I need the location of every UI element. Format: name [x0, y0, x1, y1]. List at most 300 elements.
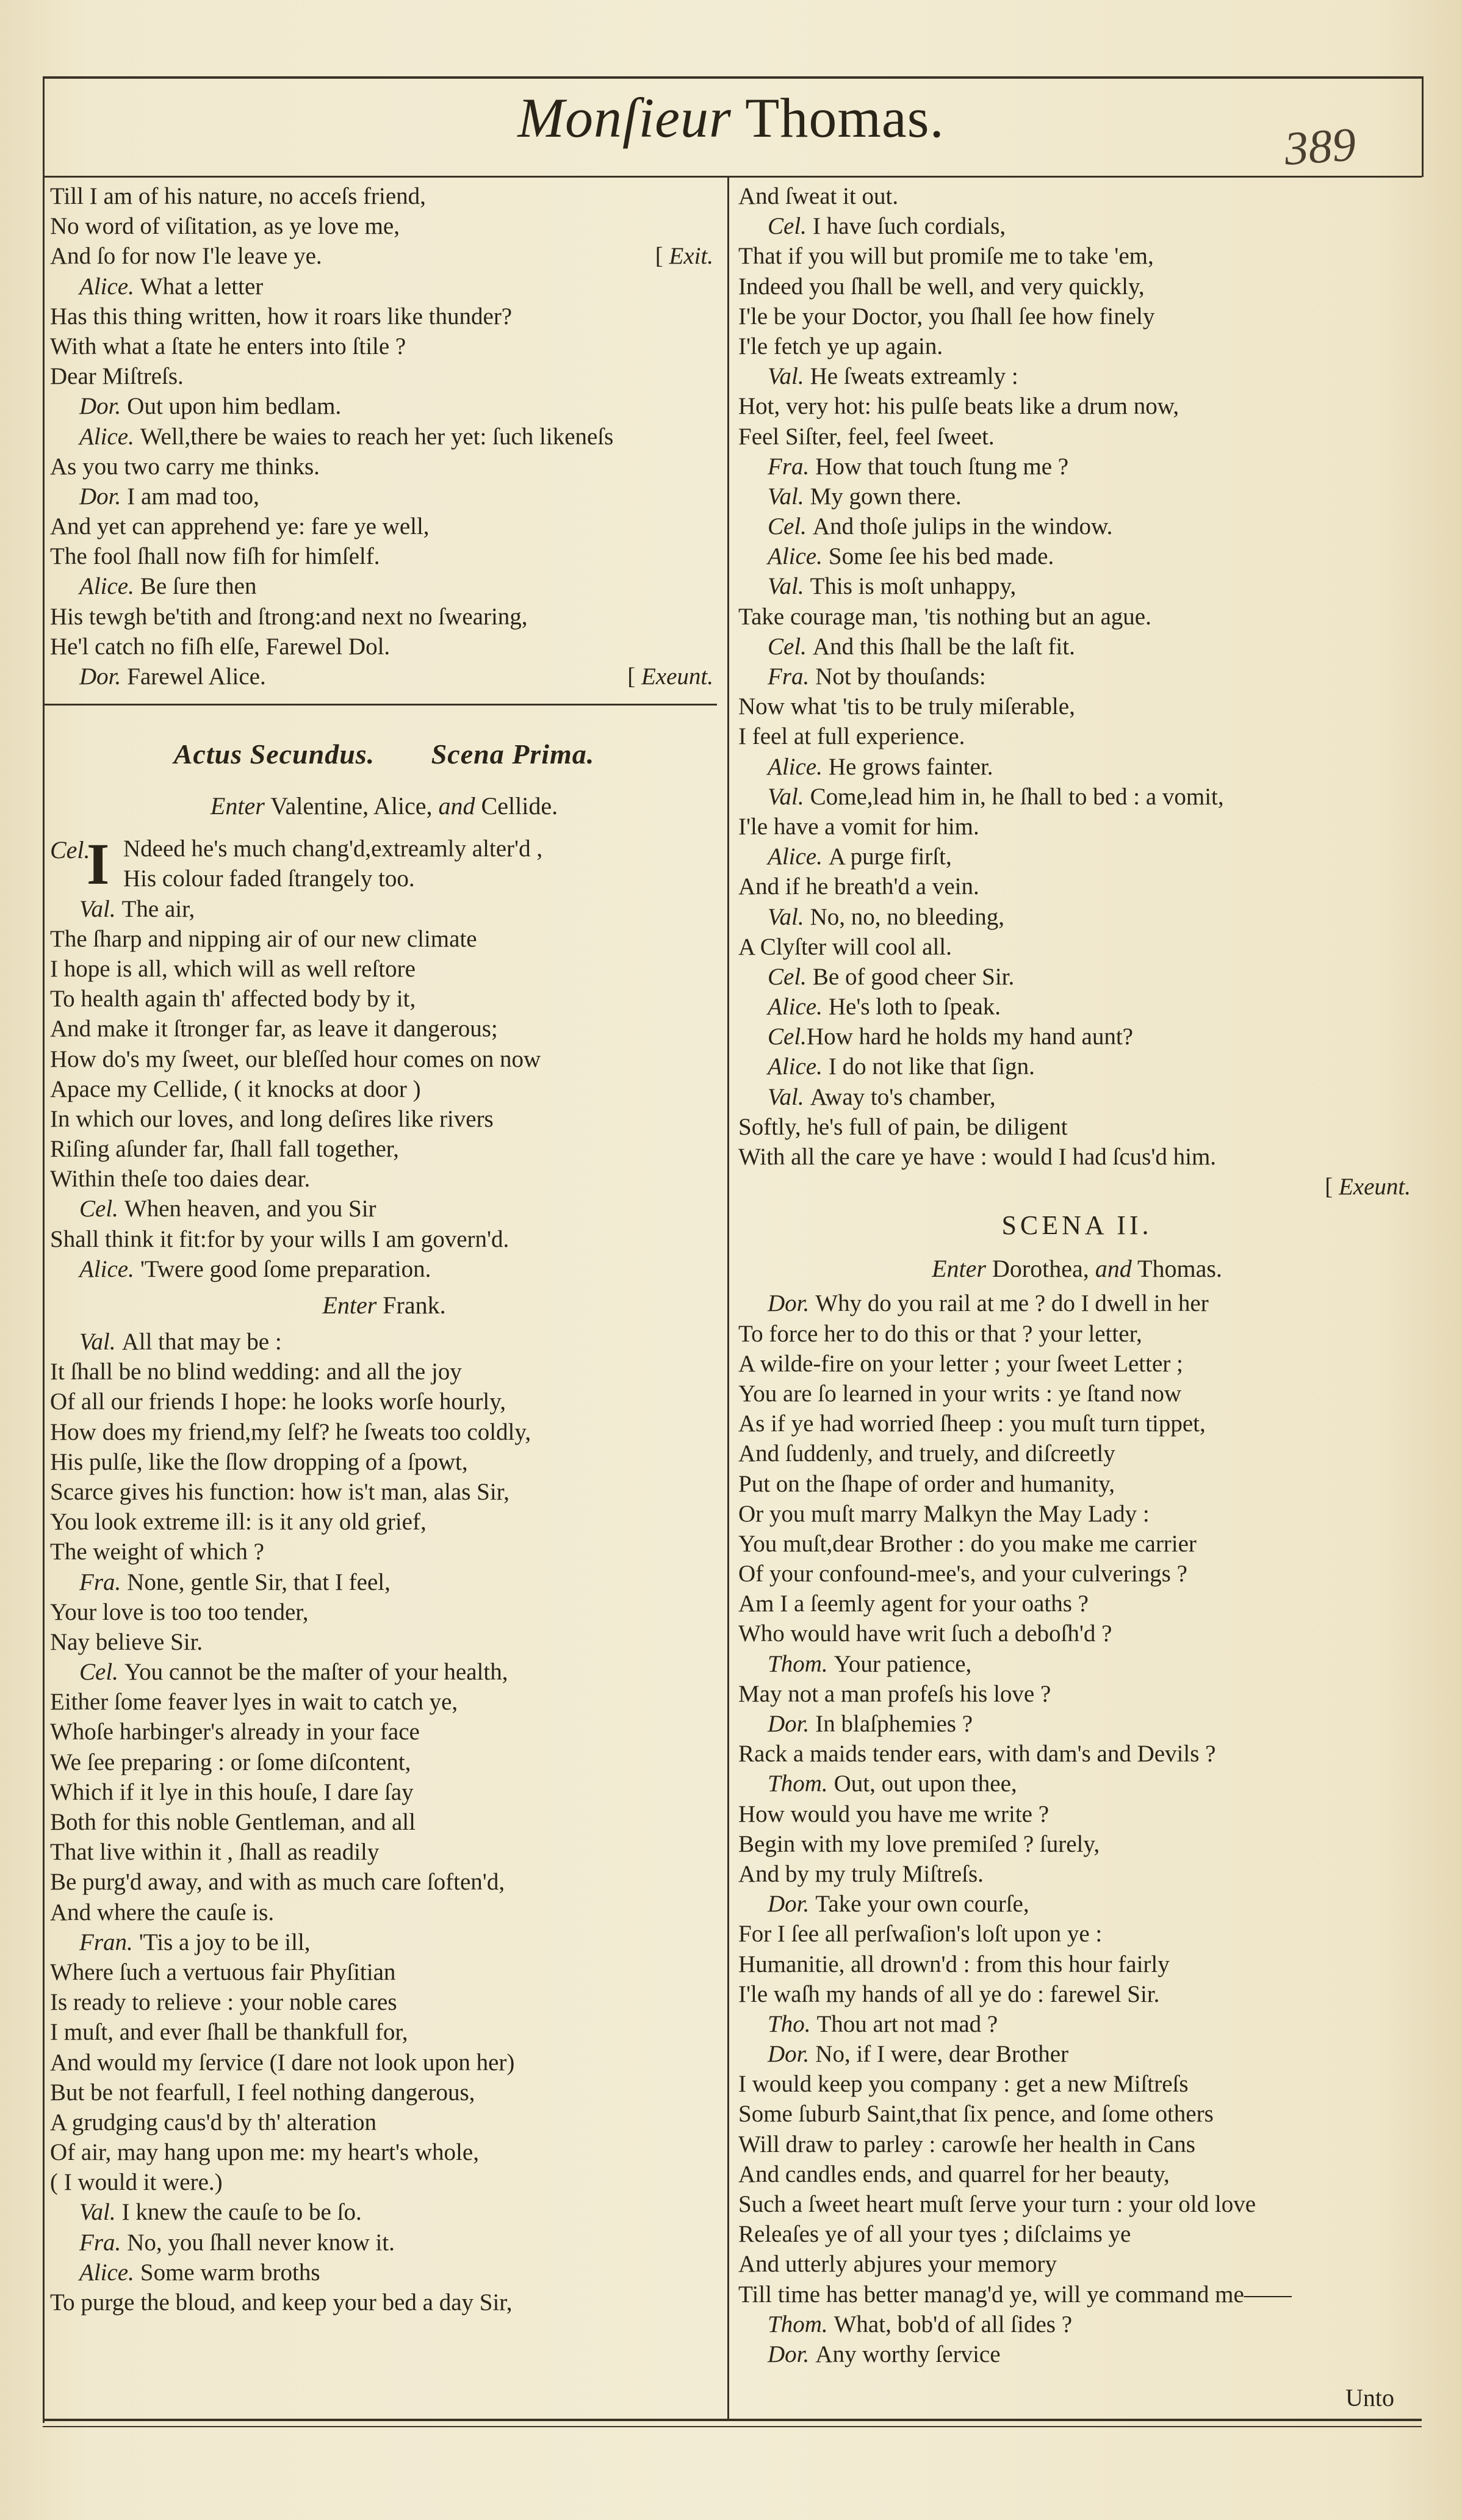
- verse-line: [738, 571, 1416, 601]
- verse-line: [50, 1807, 718, 1837]
- verse-line: [50, 1417, 718, 1447]
- line-text: Has this thing written, how it roars like thunder?: [50, 303, 513, 330]
- verse-line: [738, 541, 1416, 571]
- line-text: Apace my Cellide, ( it knocks at door ): [50, 1075, 421, 1102]
- verse-line: [738, 482, 1416, 511]
- speaker-label: Dor.: [768, 2341, 810, 2367]
- enter-last: Thomas.: [1137, 1255, 1222, 1283]
- line-text: And if he breath'd a vein.: [738, 873, 979, 900]
- line-text: And yet can apprehend ye: fare ye well,: [50, 513, 430, 540]
- verse-line: [738, 1142, 1416, 1172]
- verse-line: [738, 391, 1416, 421]
- line-text: I knew the cauſe to be ſo.: [121, 2199, 362, 2226]
- line-text: Be purg'd away, and with as much care ſoften'd,: [50, 1869, 505, 1896]
- line-text: ( I would it were.): [50, 2169, 223, 2196]
- verse-line: [50, 1837, 718, 1867]
- line-text: A Clyſter will cool all.: [738, 933, 952, 960]
- line-text: And this ſhall be the laſt fit.: [812, 633, 1075, 660]
- line-text: This is moſt unhappy,: [810, 573, 1017, 600]
- verse-line: [50, 1074, 718, 1104]
- verse-line: [50, 2048, 718, 2078]
- line-text: The ſharp and nipping air of our new climate: [50, 925, 477, 952]
- line-text: How would you have me write ?: [738, 1800, 1050, 1827]
- verse-line: [738, 511, 1416, 541]
- line-text: All that may be :: [121, 1329, 282, 1355]
- verse-line: [738, 662, 1416, 691]
- enter-word: Enter: [210, 792, 265, 820]
- line-text: Any worthy ſervice: [815, 2341, 1001, 2367]
- line-text: The air,: [121, 895, 195, 922]
- speaker-label: Fra.: [79, 1569, 121, 1595]
- line-text: Whoſe harbinger's already in your face: [50, 1719, 420, 1746]
- verse-line: [50, 272, 718, 301]
- verse-line: [738, 632, 1416, 662]
- verse-line: [50, 1927, 718, 1957]
- verse-line: [50, 452, 718, 482]
- verse-line: [738, 1499, 1416, 1529]
- speaker-label: Alice.: [768, 1053, 823, 1080]
- enter-and: and: [1095, 1255, 1132, 1283]
- line-text: Releaſes ye of all your tyes ; diſclaims ye: [738, 2221, 1131, 2248]
- speaker-label: Alice.: [768, 753, 823, 780]
- line-text: Some ſee his bed made.: [828, 543, 1054, 570]
- verse-line: [738, 1919, 1416, 1949]
- line-text: No word of viſitation, as ye love me,: [50, 213, 400, 240]
- speaker-label: Alice.: [768, 843, 823, 870]
- line-text: Be of good cheer Sir.: [812, 963, 1015, 990]
- verse-line: [738, 1709, 1416, 1739]
- exit-direction: [627, 662, 713, 691]
- speaker-label: Thom.: [768, 1771, 828, 1797]
- verse-line: [738, 2159, 1416, 2189]
- speaker-label: Val.: [768, 1083, 804, 1110]
- line-text: Come,lead him in, he ſhall to bed : a vomit,: [810, 783, 1224, 810]
- verse-line: [738, 721, 1416, 751]
- line-text: Why do you rail at me ? do I dwell in her: [815, 1290, 1209, 1317]
- enter-and: and: [438, 792, 475, 820]
- speaker-label: Dor.: [768, 1290, 810, 1317]
- line-text: To purge the bloud, and keep your bed a day Sir,: [50, 2289, 513, 2316]
- line-text: Take courage man, 'tis nothing but an ague.: [738, 603, 1151, 630]
- column-divider: [727, 177, 729, 2419]
- line-text: When heaven, and you Sir: [124, 1196, 376, 1222]
- dropcap-line-2: [50, 864, 718, 894]
- verse-line: [50, 1657, 718, 1687]
- verse-line: [738, 1082, 1416, 1112]
- line-text: And by my truly Miſtreſs.: [738, 1860, 984, 1887]
- line-text: Out, out upon thee,: [834, 1771, 1017, 1797]
- dropcap-letter: I: [87, 831, 110, 897]
- line-text: A wilde-fire on your letter ; your ſweet Letter ;: [738, 1350, 1183, 1377]
- line-text: His tewgh be'tith and ſtrong:and next no ſwearing,: [50, 603, 528, 630]
- verse-line: [738, 2309, 1416, 2339]
- line-text: Humanitie, all drown'd : from this hour fairly: [738, 1951, 1170, 1977]
- line-text: How that touch ſtung me ?: [815, 453, 1069, 480]
- verse-line: [738, 902, 1416, 932]
- verse-line: [50, 361, 718, 391]
- act-title: Actus Secundus.: [173, 738, 375, 770]
- verse-line: [50, 1357, 718, 1387]
- line-text: I'le waſh my hands of all ye do : farewel Sir.: [738, 1980, 1160, 2007]
- line-text: With what a ſtate he enters into ſtile ?: [50, 333, 406, 359]
- speaker-label: Alice.: [79, 573, 134, 600]
- line-text: Rack a maids tender ears, with dam's and Devils ?: [738, 1741, 1216, 1767]
- verse-line: [50, 1014, 718, 1044]
- exit-direction: [1325, 1172, 1411, 1202]
- verse-line: [738, 2339, 1416, 2369]
- speaker-label: Val.: [768, 363, 804, 390]
- verse-line: [50, 541, 718, 571]
- line-text: Your patience,: [834, 1650, 972, 1677]
- verse-line: [50, 301, 718, 331]
- left-lines-part-1: [50, 181, 718, 691]
- verse-line: [50, 181, 718, 211]
- speaker-label: Val.: [768, 483, 804, 510]
- header-rule: [43, 176, 1422, 178]
- line-text: Shall think it fit:for by your wills I am govern'd.: [50, 1226, 510, 1252]
- line-text: Where ſuch a vertuous fair Phyſitian: [50, 1959, 396, 1985]
- verse-line: [738, 1679, 1416, 1709]
- verse-line: [50, 984, 718, 1014]
- line-text: I feel at full experience.: [738, 723, 965, 750]
- line-text: That if you will but promiſe me to take 'em,: [738, 243, 1154, 270]
- verse-line: [738, 1889, 1416, 1919]
- verse-line: [50, 331, 718, 361]
- speaker-label: Alice.: [768, 994, 823, 1020]
- line-text: And ſo for now I'le leave ye.: [50, 243, 322, 270]
- line-text: He'l catch no fiſh elſe, Farewel Dol.: [50, 633, 391, 660]
- verse-line: [50, 1507, 718, 1537]
- verse-line: [738, 2189, 1416, 2219]
- line-text: Some ſuburb Saint,that ſix pence, and ſome others: [738, 2101, 1214, 2128]
- line-text: He ſweats extreamly :: [810, 363, 1018, 390]
- line-text: Indeed you ſhall be well, and very quickly,: [738, 273, 1145, 300]
- exit-bracket: [: [1325, 1174, 1339, 1200]
- line-text: As if ye had worried ſheep : you muſt turn tippet,: [738, 1410, 1206, 1437]
- verse-line: [50, 1194, 718, 1224]
- verse-line: [50, 1777, 718, 1807]
- verse-line: [738, 2009, 1416, 2039]
- line-text: Be ſure then: [140, 573, 257, 600]
- line-text: Who would have writ ſuch a deboſh'd ?: [738, 1620, 1112, 1647]
- line-text: Till time has better manag'd ye, will ye command me——: [738, 2281, 1292, 2308]
- line-text: Your love is too too tender,: [50, 1598, 309, 1625]
- verse-line: [738, 932, 1416, 962]
- stage-direction-enter-3: [738, 1249, 1416, 1288]
- verse-line: [738, 962, 1416, 992]
- verse-line: [50, 2078, 718, 2107]
- line-text: How does my friend,my ſelf? he ſweats too coldly,: [50, 1418, 531, 1445]
- verse-line: [50, 2228, 718, 2258]
- speaker-label: Alice.: [79, 1255, 134, 1282]
- verse-line: [50, 422, 718, 452]
- verse-line: [738, 1319, 1416, 1349]
- line-text: Softly, he's full of pain, be diligent: [738, 1113, 1068, 1140]
- verse-line: [50, 1164, 718, 1194]
- verse-line: [738, 1052, 1416, 1081]
- line-text: Now what 'tis to be truly miſerable,: [738, 693, 1075, 720]
- line-text: You cannot be the maſter of your health,: [124, 1659, 508, 1686]
- catchword: Unto: [1345, 2384, 1394, 2411]
- speaker-label: Val.: [79, 2199, 116, 2226]
- verse-line: [50, 1987, 718, 2017]
- right-lines-part-2: [738, 1288, 1416, 2369]
- verse-line: [738, 331, 1416, 361]
- verse-line: [738, 1409, 1416, 1439]
- verse-line: [738, 1172, 1416, 1202]
- line-text: For I ſee all perſwaſion's loſt upon ye :: [738, 1921, 1103, 1948]
- running-head: [0, 85, 1462, 150]
- speaker-label: Cel.: [79, 1659, 118, 1686]
- verse-line: [50, 1867, 718, 1897]
- line-text: How hard he holds my hand aunt?: [806, 1024, 1133, 1050]
- verse-line: [738, 1859, 1416, 1889]
- dropcap-line-text-1: Ndeed he's much chang'd,extreamly alter'd ,: [123, 836, 543, 862]
- line-text: In which our loves, and long deſires like rivers: [50, 1105, 494, 1132]
- speaker-label: Fra.: [79, 2229, 121, 2256]
- speaker-label: Val.: [768, 903, 804, 930]
- page-number: 389: [1283, 117, 1358, 175]
- line-text: Is ready to relieve : your noble cares: [50, 1989, 397, 2016]
- exit-direction: [655, 241, 713, 271]
- line-text: No, you ſhall never know it.: [127, 2229, 395, 2256]
- verse-line: [738, 1112, 1416, 1142]
- verse-line: [738, 211, 1416, 241]
- verse-line: [738, 782, 1416, 812]
- line-text: And make it ſtronger far, as leave it dangerous;: [50, 1016, 498, 1042]
- verse-line: [50, 1567, 718, 1597]
- verse-line: [738, 2069, 1416, 2099]
- verse-line: [738, 812, 1416, 842]
- speaker-label: Dor.: [79, 393, 121, 420]
- speaker-label: Val.: [79, 895, 116, 922]
- line-text: Either ſome feaver lyes in wait to catch ye,: [50, 1689, 458, 1716]
- line-text: Am I a ſeemly agent for your oaths ?: [738, 1590, 1089, 1617]
- line-text: Not by thouſands:: [815, 663, 986, 690]
- line-text: 'Tis a joy to be ill,: [139, 1929, 311, 1955]
- line-text: I hope is all, which will as well reſtore: [50, 955, 416, 982]
- verse-line: [50, 2137, 718, 2167]
- speaker-label: Dor.: [768, 1711, 810, 1737]
- line-text: What a letter: [140, 273, 264, 300]
- verse-line: [738, 1829, 1416, 1859]
- verse-line: [50, 2017, 718, 2047]
- verse-line: [50, 1687, 718, 1717]
- verse-line: [738, 1949, 1416, 1979]
- line-text: The weight of which ?: [50, 1539, 264, 1565]
- verse-line: [50, 1134, 718, 1164]
- line-text: And where the cauſe is.: [50, 1899, 275, 1926]
- verse-line: [50, 1477, 718, 1507]
- speaker-label: Cel.: [79, 1196, 118, 1222]
- speaker-label: Val.: [768, 783, 804, 810]
- verse-line: [50, 2107, 718, 2137]
- frame-left-rule: [43, 76, 45, 2423]
- right-lines-part-1: [738, 181, 1416, 1202]
- verse-line: [738, 1649, 1416, 1679]
- line-text: Some warm broths: [140, 2259, 320, 2286]
- enter-names: Dorothea,: [992, 1255, 1089, 1283]
- verse-line: [50, 1597, 718, 1627]
- exit-bracket: [: [627, 663, 641, 690]
- line-text: Scarce gives his function: how is't man, alas Sir,: [50, 1478, 510, 1505]
- line-text: Both for this noble Gentleman, and all: [50, 1809, 416, 1835]
- line-text: As you two carry me thinks.: [50, 453, 320, 480]
- line-text: We ſee preparing : or ſome diſcontent,: [50, 1749, 411, 1775]
- line-text: Dear Miſtreſs.: [50, 363, 184, 390]
- line-text: And ſweat it out.: [738, 183, 899, 209]
- line-text: His pulſe, like the ſlow dropping of a ſpowt,: [50, 1448, 468, 1475]
- line-text: Hot, very hot: his pulſe beats like a drum now,: [738, 393, 1179, 420]
- line-text: Farewel Alice.: [127, 663, 266, 690]
- running-head-roman: Thomas.: [745, 87, 945, 149]
- enter-names: Frank.: [383, 1291, 446, 1319]
- line-text: My gown there.: [810, 483, 962, 510]
- verse-line: [50, 1897, 718, 1927]
- speaker-label: Cel.: [768, 633, 807, 660]
- verse-line: [738, 602, 1416, 632]
- line-text: To force her to do this or that ? your letter,: [738, 1320, 1142, 1347]
- frame-bottom-rule-thin: [43, 2426, 1422, 2427]
- line-text: 'Twere good ſome preparation.: [140, 1255, 431, 1282]
- line-text: Within theſe too daies dear.: [50, 1166, 311, 1193]
- verse-line: [50, 1224, 718, 1254]
- verse-line: [738, 301, 1416, 331]
- verse-line: [738, 2099, 1416, 2129]
- line-text: You are ſo learned in your writs : ye ſtand now: [738, 1380, 1182, 1407]
- verse-line: [50, 2258, 718, 2287]
- verse-line: [738, 452, 1416, 482]
- verse-line: [50, 2167, 718, 2197]
- verse-line: [50, 482, 718, 511]
- verse-line: [738, 1739, 1416, 1769]
- verse-line: [738, 2249, 1416, 2279]
- dropcap-line-text-2: His colour faded ſtrangely too.: [123, 865, 415, 892]
- left-column: [50, 181, 718, 2317]
- speaker-label: Cel.: [768, 1024, 807, 1050]
- verse-line: [738, 1619, 1416, 1648]
- enter-names: Valentine, Alice,: [270, 792, 433, 820]
- line-text: The fool ſhall now fiſh for himſelf.: [50, 543, 380, 570]
- line-text: I am mad too,: [127, 483, 259, 510]
- speaker-label: Cel.: [768, 963, 807, 990]
- line-text: Nay believe Sir.: [50, 1628, 203, 1655]
- line-text: Away to's chamber,: [810, 1083, 996, 1110]
- verse-line: [738, 992, 1416, 1022]
- speaker-label: Fran.: [79, 1929, 133, 1955]
- verse-line: [50, 894, 718, 924]
- verse-line: [50, 1254, 718, 1284]
- line-text: I do not like that ſign.: [828, 1053, 1035, 1080]
- line-text: You look extreme ill: is it any old grief,: [50, 1509, 427, 1536]
- left-lines-part-3: [50, 1327, 718, 2317]
- line-text: Of air, may hang upon me: my heart's whole,: [50, 2139, 479, 2166]
- line-text: Out upon him bedlam.: [127, 393, 342, 420]
- verse-line: [50, 924, 718, 954]
- act-heading: [50, 730, 718, 779]
- left-lines-part-2: [50, 894, 718, 1284]
- line-text: But be not fearfull, I feel nothing dangerous,: [50, 2079, 475, 2106]
- line-text: No, no, no bleeding,: [810, 903, 1005, 930]
- line-text: Which if it lye in this houſe, I dare ſay: [50, 1778, 414, 1805]
- line-text: Take your own courſe,: [815, 1891, 1029, 1918]
- line-text: Put on the ſhape of order and humanity,: [738, 1470, 1115, 1497]
- stage-direction-enter-1: [50, 779, 718, 834]
- line-text: Thou art not mad ?: [816, 2010, 998, 2037]
- line-text: He grows fainter.: [828, 753, 993, 780]
- verse-line: [738, 181, 1416, 211]
- line-text: Riſing aſunder far, ſhall fall together,: [50, 1136, 399, 1163]
- speaker-label: Alice.: [79, 273, 134, 300]
- line-text: I would keep you company : get a new Miſtreſs: [738, 2071, 1189, 2098]
- verse-line: [50, 391, 718, 421]
- verse-line: [738, 361, 1416, 391]
- verse-line: [738, 1349, 1416, 1379]
- speaker-label: Tho.: [768, 2010, 811, 2037]
- verse-line: [50, 954, 718, 984]
- speaker-label: Alice.: [79, 423, 134, 450]
- line-text: And thoſe julips in the window.: [812, 513, 1113, 540]
- line-text: I have ſuch cordials,: [812, 213, 1006, 240]
- line-text: A grudging caus'd by th' alteration: [50, 2109, 377, 2136]
- line-text: Of your confound-mee's, and your culverings ?: [738, 1561, 1187, 1587]
- verse-line: [50, 1447, 718, 1477]
- verse-line: [738, 2129, 1416, 2159]
- line-text: That live within it , ſhall as readily: [50, 1839, 380, 1866]
- verse-line: [738, 1379, 1416, 1409]
- verse-line: [50, 1537, 718, 1567]
- enter-word: Enter: [322, 1291, 377, 1319]
- speaker-label: Dor.: [768, 1891, 810, 1918]
- line-text: Such a ſweet heart muſt ſerve your turn : your old love: [738, 2191, 1256, 2217]
- line-text: Well,there be waies to reach her yet: ſuch likeneſs: [140, 423, 614, 450]
- line-text: I'le have a vomit for him.: [738, 813, 979, 840]
- speaker-label: Dor.: [79, 663, 121, 690]
- line-text: Till I am of his nature, no acceſs friend,: [50, 183, 426, 209]
- verse-line: [50, 1104, 718, 1134]
- verse-line: [738, 241, 1416, 271]
- verse-line: [738, 2219, 1416, 2249]
- verse-line: [738, 1799, 1416, 1829]
- verse-line: [50, 1627, 718, 1657]
- line-text: And utterly abjures your memory: [738, 2251, 1057, 2278]
- verse-line: [738, 1559, 1416, 1589]
- speaker-label: Thom.: [768, 1650, 828, 1677]
- verse-line: [738, 1589, 1416, 1619]
- exit-bracket: [: [655, 243, 669, 270]
- enter-word: Enter: [932, 1255, 986, 1283]
- verse-line: [738, 842, 1416, 872]
- frame-top-rule: [43, 76, 1422, 79]
- scene-title: Scena Prima.: [431, 738, 595, 770]
- exit-text: Exit.: [669, 243, 713, 270]
- scene-heading: SCENA II.: [1001, 1210, 1153, 1241]
- verse-line: [738, 752, 1416, 782]
- verse-line: [738, 1979, 1416, 2009]
- verse-line: [738, 1529, 1416, 1559]
- line-text: A purge firſt,: [828, 843, 952, 870]
- verse-line: [738, 1439, 1416, 1468]
- speaker-label: Val.: [768, 573, 804, 600]
- line-text: Of all our friends I hope: he looks worſe hourly,: [50, 1388, 506, 1415]
- line-text: I'le be your Doctor, you ſhall ſee how finely: [738, 303, 1155, 330]
- speaker-label: Thom.: [768, 2311, 828, 2338]
- speaker-label: Fra.: [768, 453, 810, 480]
- verse-line: [50, 602, 718, 632]
- line-text: No, if I were, dear Brother: [815, 2041, 1069, 2068]
- line-text: May not a man profeſs his love ?: [738, 1680, 1051, 1707]
- verse-line: [738, 872, 1416, 901]
